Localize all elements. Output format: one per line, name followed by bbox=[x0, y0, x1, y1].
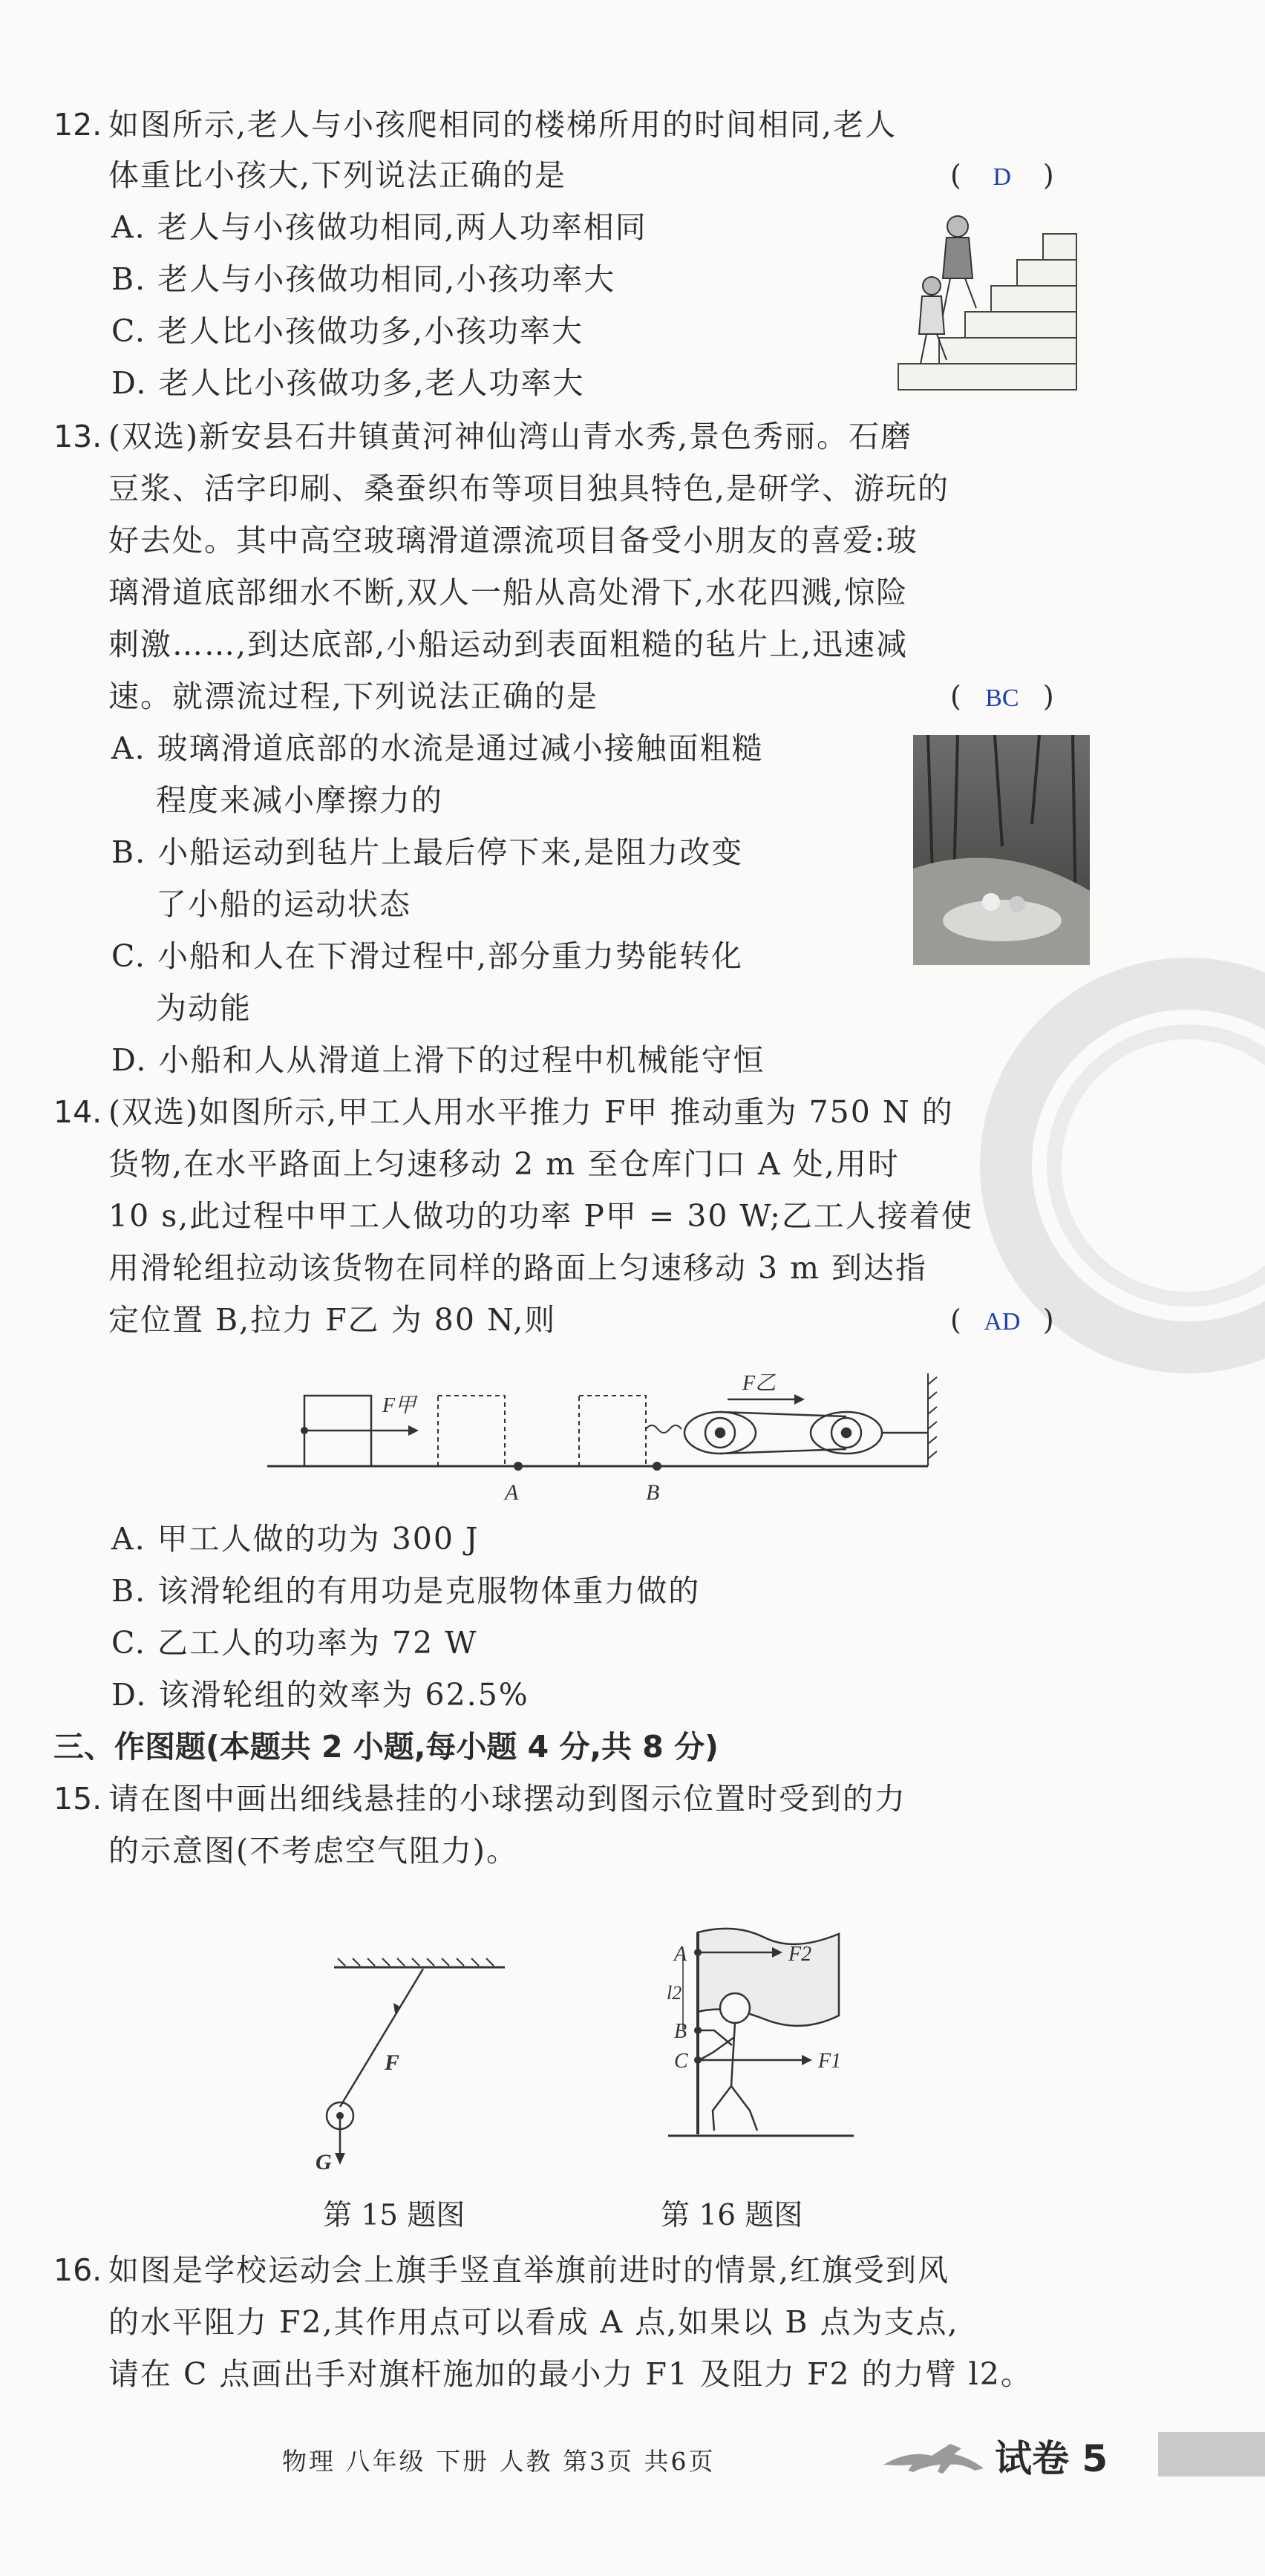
question-number: 13. bbox=[53, 419, 102, 454]
question-text-line: (双选)新安县石井镇黄河神仙湾山青水秀,景色秀丽。石磨 bbox=[108, 419, 913, 454]
question-number: 12. bbox=[53, 107, 102, 143]
figure-caption: 第 15 题图 bbox=[323, 2199, 465, 2232]
water-slide-photo bbox=[913, 735, 1090, 965]
question-text-line: 的水平阻力 F2,其作用点可以看成 A 点,如果以 B 点为支点, bbox=[108, 2304, 959, 2340]
point-label-a: A bbox=[674, 1943, 687, 1966]
force-label-f2: F2 bbox=[788, 1943, 812, 1966]
brand-mark: 试卷 5 bbox=[995, 2437, 1108, 2480]
point-label-c: C bbox=[674, 2050, 688, 2073]
question-text-line: 豆浆、活字印刷、桑蚕织布等项目独具特色,是研学、游玩的 bbox=[108, 471, 950, 506]
answer-bracket: ( D ) bbox=[950, 154, 1054, 198]
answer-bracket: ( BC ) bbox=[950, 676, 1054, 719]
option: D. 该滑轮组的效率为 62.5% bbox=[111, 1677, 529, 1713]
pendulum-figure bbox=[304, 1945, 520, 2175]
section-heading: 三、作图题(本题共 2 小题,每小题 4 分,共 8 分) bbox=[53, 1729, 719, 1765]
answer-text: AD bbox=[984, 1308, 1021, 1336]
force-label-yi: F乙 bbox=[742, 1372, 777, 1395]
question-text-line: 请在图中画出细线悬挂的小球摆动到图示位置时受到的力 bbox=[108, 1781, 906, 1817]
option: C. 老人比小孩做功多,小孩功率大 bbox=[111, 313, 584, 349]
option: A. 老人与小孩做功相同,两人功率相同 bbox=[111, 209, 647, 245]
question-text-line: 体重比小孩大,下列说法正确的是 bbox=[108, 157, 567, 193]
question-text-line: 速。就漂流过程,下列说法正确的是 bbox=[108, 679, 599, 714]
answer-text: BC bbox=[985, 684, 1019, 712]
question-text-line: 刺激……,到达底部,小船运动到表面粗糙的毡片上,迅速减 bbox=[108, 627, 909, 662]
page-footer: 物理 八年级 下册 人教 第3页 共6页 bbox=[282, 2447, 716, 2476]
question-text-line: 的示意图(不考虑空气阻力)。 bbox=[108, 1833, 518, 1869]
question-text-line: 如图所示,老人与小孩爬相同的楼梯所用的时间相同,老人 bbox=[108, 107, 898, 143]
question-number: 16. bbox=[53, 2252, 102, 2288]
option: C. 乙工人的功率为 72 W bbox=[111, 1625, 478, 1661]
question-number: 14. bbox=[53, 1094, 102, 1130]
figure-caption: 第 16 题图 bbox=[661, 2199, 803, 2232]
option: A. 甲工人做的功为 300 J bbox=[111, 1521, 480, 1557]
flag-bearer-figure bbox=[653, 1919, 869, 2164]
force-label-jia: F甲 bbox=[382, 1394, 416, 1417]
option: B. 该滑轮组的有用功是克服物体重力做的 bbox=[111, 1573, 701, 1609]
option-continuation: 程度来减小摩擦力的 bbox=[156, 782, 443, 818]
option: A. 玻璃滑道底部的水流是通过减小接触面粗糙 bbox=[111, 730, 764, 766]
question-text-line: 用滑轮组拉动该货物在同样的路面上匀速移动 3 m 到达指 bbox=[108, 1250, 928, 1286]
question-text-line: 请在 C 点画出手对旗杆施加的最小力 F1 及阻力 F2 的力臂 l2。 bbox=[108, 2356, 1033, 2392]
arm-label-l2: l2 bbox=[667, 1982, 682, 2004]
option: D. 小船和人从滑道上滑下的过程中机械能守恒 bbox=[111, 1042, 765, 1078]
question-text-line: 定位置 B,拉力 F乙 为 80 N,则 bbox=[108, 1302, 557, 1338]
question-text-line: 璃滑道底部细水不断,双人一船从高处滑下,水花四溅,惊险 bbox=[108, 575, 909, 610]
force-label-g: G bbox=[316, 2150, 332, 2174]
stairs-figure bbox=[891, 204, 1084, 405]
option: B. 小船运动到毡片上最后停下来,是阻力改变 bbox=[111, 834, 744, 870]
question-text-line: 如图是学校运动会上旗手竖直举旗前进时的情景,红旗受到风 bbox=[108, 2252, 950, 2288]
point-label-b: B bbox=[674, 2020, 687, 2043]
answer-bracket: ( AD ) bbox=[950, 1299, 1054, 1343]
option: D. 老人比小孩做功多,老人功率大 bbox=[111, 365, 585, 401]
footer-bar bbox=[1158, 2432, 1265, 2477]
question-number: 15. bbox=[53, 1781, 102, 1817]
option-continuation: 为动能 bbox=[156, 990, 252, 1026]
question-text-line: 货物,在水平路面上匀速移动 2 m 至仓库门口 A 处,用时 bbox=[108, 1146, 900, 1182]
point-label-a: A bbox=[505, 1480, 519, 1505]
question-text-line: 10 s,此过程中甲工人做功的功率 P甲 = 30 W;乙工人接着使 bbox=[108, 1198, 973, 1234]
option: C. 小船和人在下滑过程中,部分重力势能转化 bbox=[111, 938, 744, 974]
pulley-figure bbox=[260, 1359, 943, 1507]
force-label-f1: F1 bbox=[818, 2050, 842, 2073]
option: B. 老人与小孩做功相同,小孩功率大 bbox=[111, 261, 616, 297]
option-continuation: 了小船的运动状态 bbox=[156, 886, 411, 922]
horse-logo-icon bbox=[880, 2428, 991, 2479]
point-label-b: B bbox=[646, 1480, 660, 1505]
question-text-line: 好去处。其中高空玻璃滑道漂流项目备受小朋友的喜爱:玻 bbox=[108, 523, 918, 558]
question-text-line: (双选)如图所示,甲工人用水平推力 F甲 推动重为 750 N 的 bbox=[108, 1094, 954, 1130]
answer-text: D bbox=[993, 163, 1012, 191]
force-label-f: F bbox=[385, 2050, 400, 2075]
